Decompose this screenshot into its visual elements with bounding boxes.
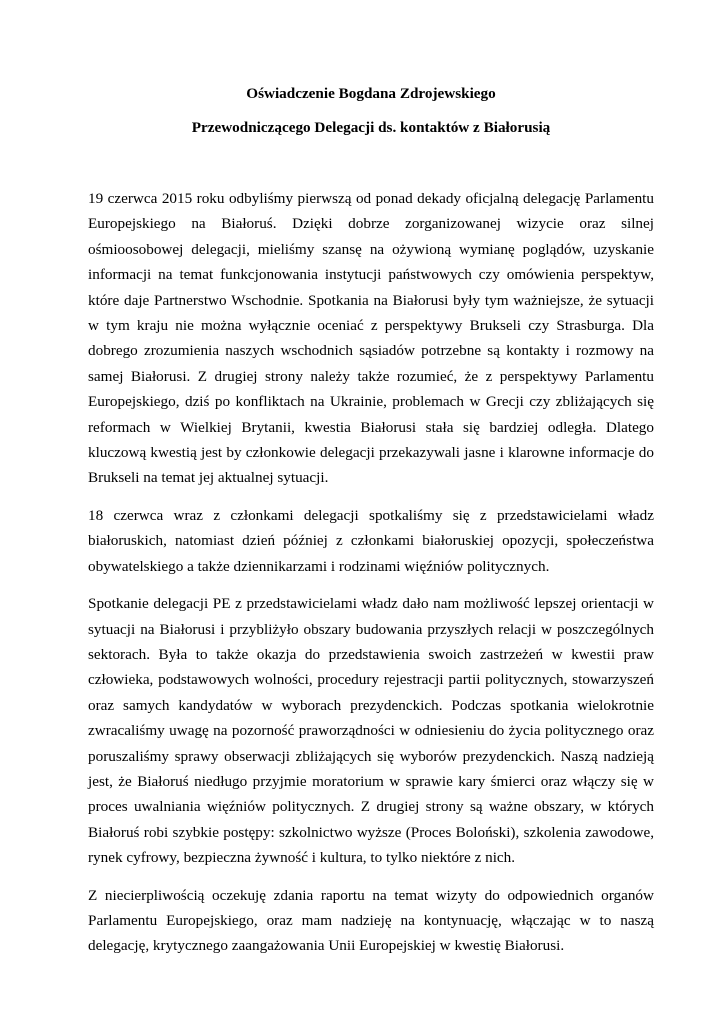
document-page: [88, 84, 654, 971]
paragraph-1: 19 czerwca 2015 roku odbyliśmy pierwszą od ponad dekady oficjalną delegację Parlamentu Europejskiego na Białoruś. Dzięki dobrze zorganizowanej wizycie oraz silnej ośmioosobowej delegacji, mieliśmy szansę na ożywioną wymianę poglądów, uzyskanie informacji na temat funkcjonowania instytucji państwowych czy omówienia perspektyw, które daje Partnerstwo Wschodnie. Spotkania na Białorusi były tym ważniejsze, że sytuacji w tym kraju nie można wyłącznie oceniać z perspektywy Brukseli czy Strasburga. Dla dobrego zrozumienia naszych wschodnich sąsiadów potrzebne są kontakty i rozmowy na samej Białorusi. Z drugiej strony należy także rozumieć, że z perspektywy Parlamentu Europejskiego, dziś po konfliktach na Ukrainie, problemach w Grecji czy zbliżających się reformach w Wielkiej Brytanii, kwestia Białorusi stała się bardziej odległa. Dlatego kluczową kwestią jest by członkowie delegacji przekazywali jasne i klarowne informacje do Brukseli na temat jej aktualnej sytuacji.: [88, 190, 654, 487]
document-subtitle: Przewodniczącego Delegacji ds. kontaktów z Białorusią: [191, 119, 551, 136]
paragraph-2: 18 czerwca wraz z członkami delegacji spotkaliśmy się z przedstawicielami władz białoruskich, natomiast dzień później z członkami białoruskiej opozycji, społeczeństwa obywatelskiego a także dziennikarzami i rodzinami więźniów politycznych.: [88, 506, 654, 575]
document-title: Oświadczenie Bogdana Zdrojewskiego: [246, 85, 496, 102]
paragraph-4: Z niecierpliwością oczekuję zdania raportu na temat wizyty do odpowiednich organów Parlamentu Europejskiego, oraz mam nadzieję na kontynuację, włączając w to naszą delegację, krytycznego zaangażowania Unii Europejskiej w kwestię Białorusi.: [88, 886, 654, 955]
paragraph-3: Spotkanie delegacji PE z przedstawicielami władz dało nam możliwość lepszej orientacji w sytuacji na Białorusi i przybliżyło obszary budowania przyszłych relacji w poszczególnych sektorach. Była to także okazja do przedstawienia swoich zastrzeżeń w kwestii praw człowieka, podstawowych wolności, procedury rejestracji partii politycznych, stowarzyszeń oraz samych kandydatów w wyborach prezydenckich. Podczas spotkania wielokrotnie zwracaliśmy uwagę na pozorność praworządności w odniesieniu do życia politycznego oraz poruszaliśmy sprawy obserwacji zbliżających się wyborów prezydenckich. Naszą nadzieją jest, że Białoruś niedługo przyjmie moratorium w sprawie kary śmierci oraz włączy się w proces uwalniania więźniów politycznych. Z drugiej strony są ważne obszary, w których Białoruś robi szybkie postępy: szkolnictwo wyższe (Proces Boloński), szkolenia zawodowe, rynek cyfrowy, bezpieczna żywność i kultura, to tylko niektóre z nich.: [88, 595, 654, 867]
